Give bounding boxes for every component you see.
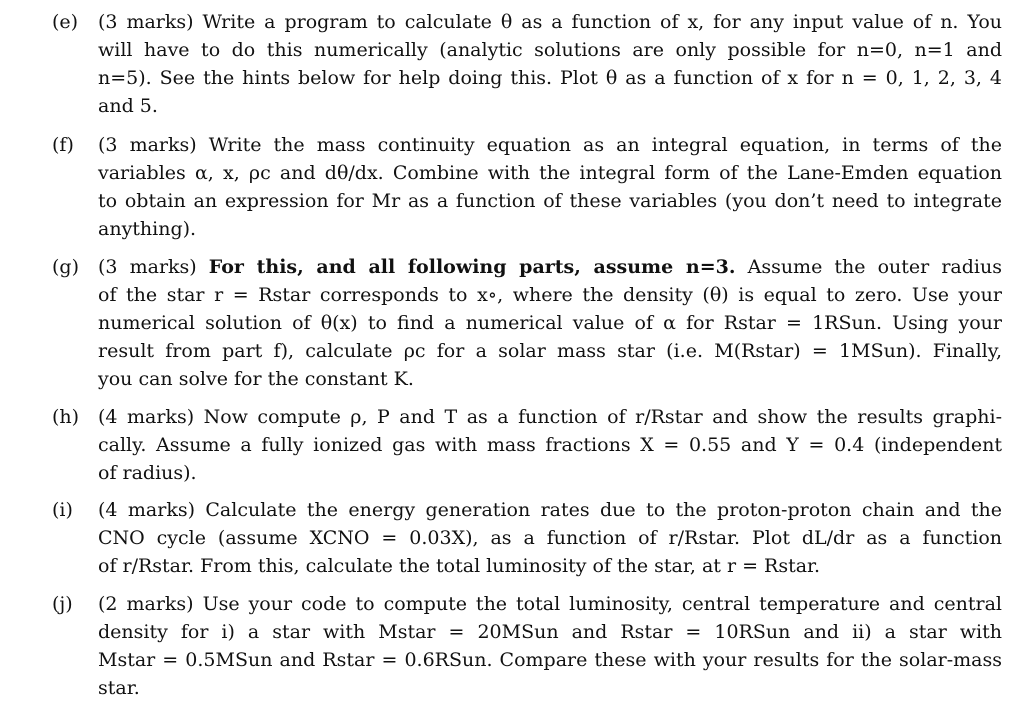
part-label: (g)	[52, 256, 79, 278]
text-line: (3 marks) Write a program to calculate θ as a function of x, for any input value of n. You	[98, 11, 1002, 33]
text-line: cally. Assume a fully ionized gas with mass fractions X = 0.55 and Y = 0.4 (independent	[98, 434, 1002, 456]
text-line: Mstar = 0.5MSun and Rstar = 0.6RSun. Compare these with your results for the solar-mass	[98, 649, 1002, 671]
text-line: star.	[98, 677, 140, 699]
part-label: (e)	[52, 11, 79, 33]
text-line: (3 marks) Write the mass continuity equation as an integral equation, in terms of the	[98, 134, 1002, 156]
part-text	[98, 496, 1002, 580]
text-line: n=5). See the hints below for help doing this. Plot θ as a function of x for n = 0, 1, 2, 3, 4	[98, 67, 1002, 89]
text-line: and 5.	[98, 95, 158, 117]
part-label: (j)	[52, 593, 73, 615]
part-text	[98, 8, 1002, 120]
part-text	[98, 253, 1002, 393]
part-text	[98, 403, 1002, 487]
text-line: will have to do this numerically (analytic solutions are only possible for n=0, n=1 and	[98, 39, 1002, 61]
part-text	[98, 131, 1002, 243]
text-line: CNO cycle (assume XCNO = 0.03X), as a function of r/Rstar. Plot dL/dr as a function	[98, 527, 1002, 549]
part-label: (f)	[52, 134, 74, 156]
text-line: anything).	[98, 218, 197, 240]
text-line: (2 marks) Use your code to compute the total luminosity, central temperature and central	[98, 593, 1002, 615]
text-line: to obtain an expression for Mr as a function of these variables (you don’t need to integrate	[98, 190, 1002, 212]
text-line: variables α, x, ρc and dθ/dx. Combine with the integral form of the Lane-Emden equation	[98, 162, 1002, 184]
text-line: (4 marks) Calculate the energy generation rates due to the proton-proton chain and the	[98, 499, 1002, 521]
text-line: density for i) a star with Mstar = 20MSun and Rstar = 10RSun and ii) a star with	[98, 621, 1002, 643]
part-text	[98, 590, 1002, 702]
text-line: result from part f), calculate ρc for a solar mass star (i.e. M(Rstar) = 1MSun). Finally,	[98, 340, 1002, 362]
text-line: you can solve for the constant K.	[98, 368, 414, 390]
text-line: (4 marks) Now compute ρ, P and T as a function of r/Rstar and show the results graphi-	[98, 406, 1002, 428]
text-line: of radius).	[98, 462, 197, 484]
part-label: (h)	[52, 406, 80, 428]
text-line: numerical solution of θ(x) to find a numerical value of α for Rstar = 1RSun. Using your	[98, 312, 1002, 334]
text-line: (3 marks) For this, and all following parts, assume n=3. Assume the outer radius	[98, 256, 1002, 278]
part-label: (i)	[52, 499, 73, 521]
text-line: of r/Rstar. From this, calculate the total luminosity of the star, at r = Rstar.	[98, 555, 821, 577]
text-line: of the star r = Rstar corresponds to x∘, where the density (θ) is equal to zero. Use your	[98, 284, 1002, 306]
bold-instruction: For this, and all following parts, assume n=3.	[208, 256, 736, 278]
